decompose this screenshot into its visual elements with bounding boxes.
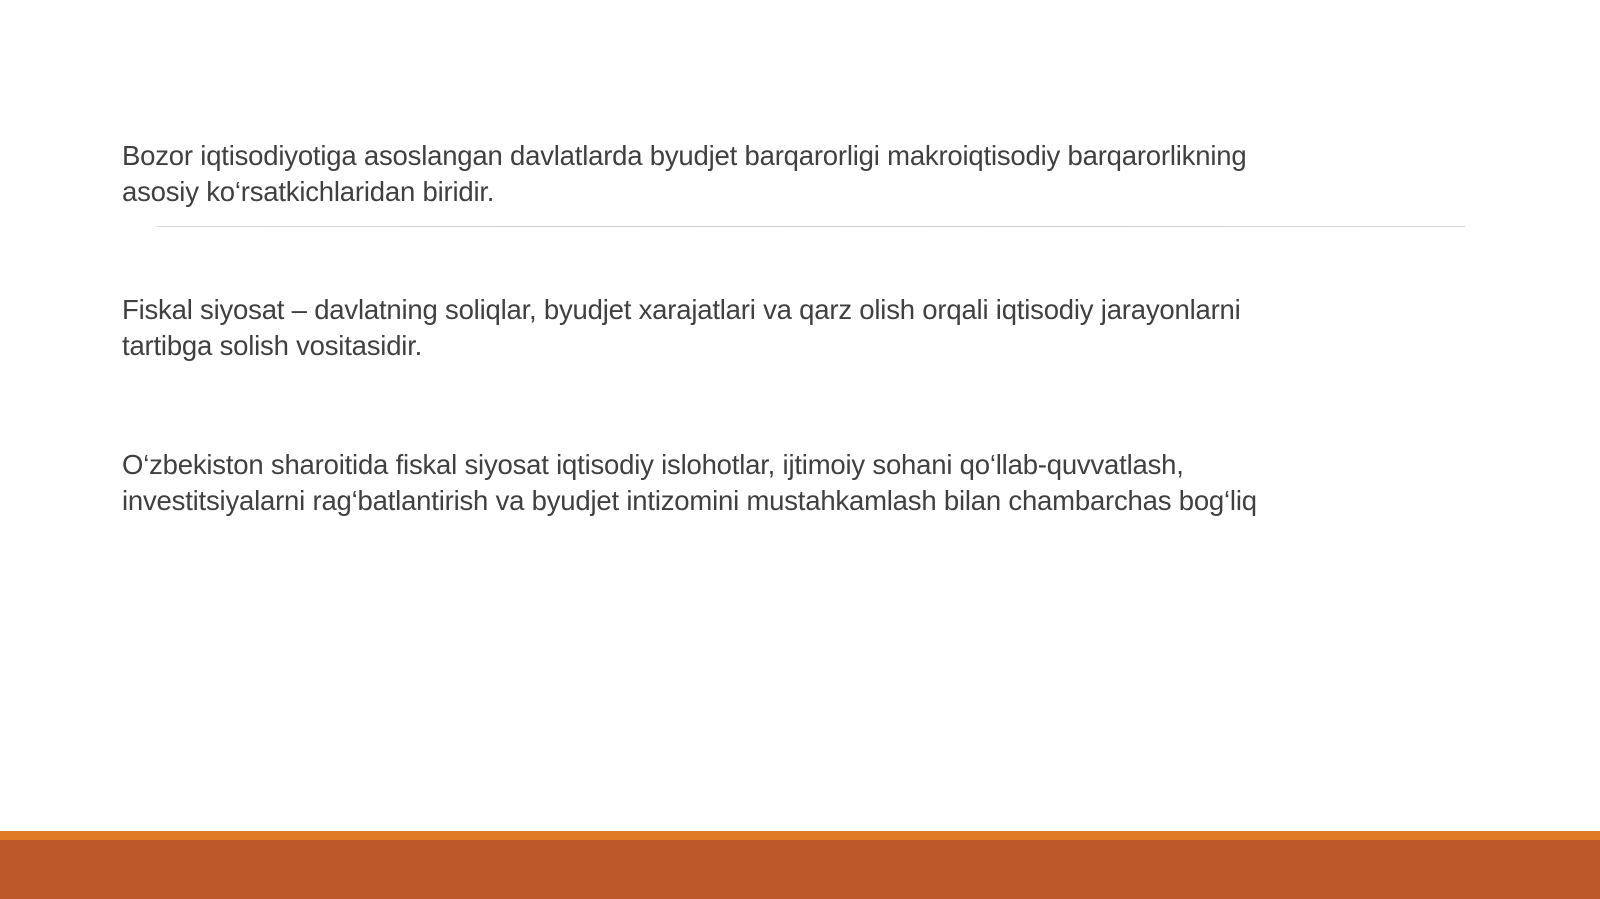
footer-accent-stripe [0,831,1600,840]
paragraph-fiscal-policy-definition: Fiskal siyosat – davlatning soliqlar, byudjet xarajatlari va qarz olish orqali iqtisodiy jarayonlarni tartibga solish vositasidir. [122,294,1241,361]
paragraph-budget-stability: Bozor iqtisodiyotiga asoslangan davlatlarda byudjet barqarorligi makroiqtisodiy barqarorlikning asosiy ko‘rsatkichlaridan biridir. [122,140,1247,207]
footer-bar [0,840,1600,899]
paragraph-uzbekistan-fiscal-policy: O‘zbekiston sharoitida fiskal siyosat iqtisodiy islohotlar, ijtimoiy sohani qo‘llab-quvvatlash, investitsiyalarni rag‘batlantirish va byudjet intizomini mustahkamlash bilan chambarchas bog‘liq [122,449,1257,516]
divider-line [157,226,1465,227]
